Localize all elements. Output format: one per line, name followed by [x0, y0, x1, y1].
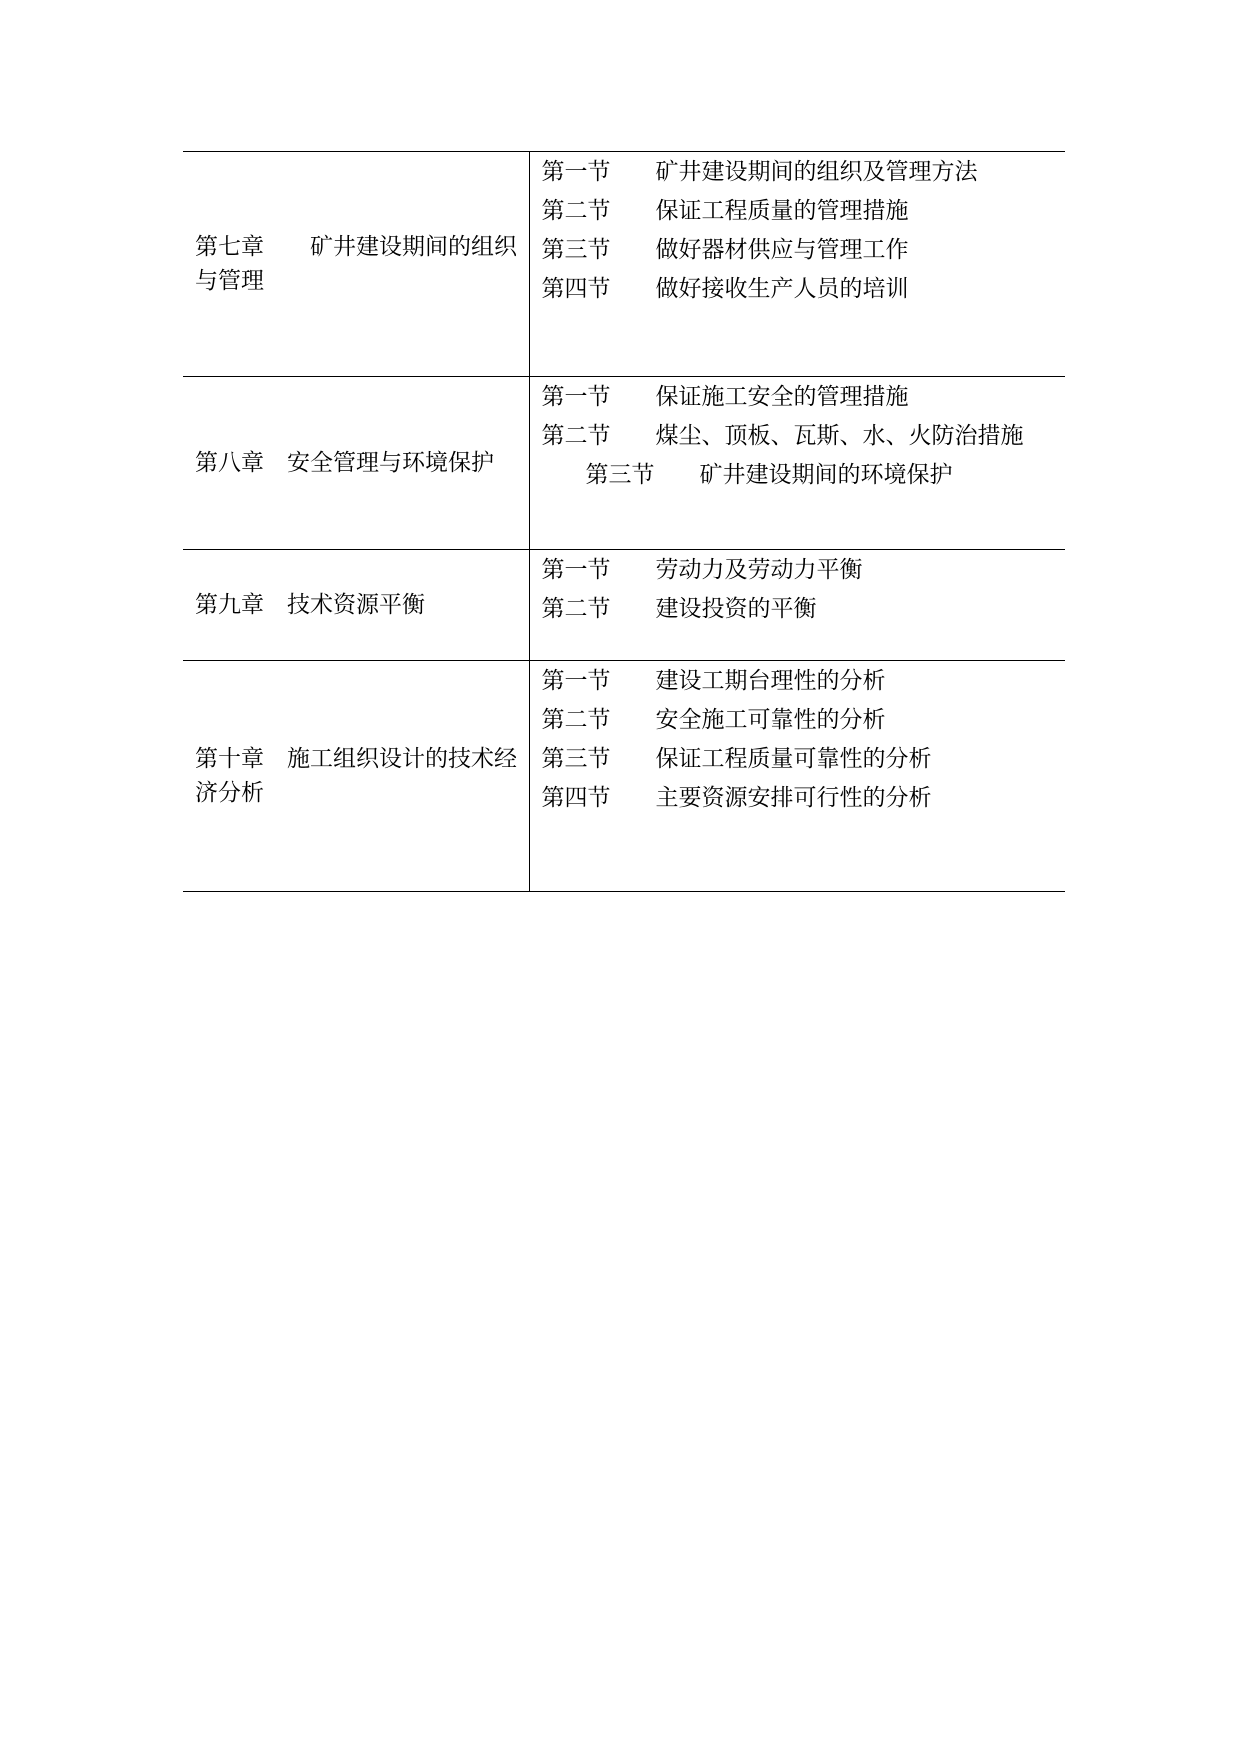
chapter-title: 施工组织设计的技术经济分析	[195, 746, 517, 806]
section-title: 主要资源安排可行性的分析	[655, 785, 932, 811]
section-line	[542, 417, 1066, 456]
chapter-heading	[195, 588, 521, 622]
section-number: 第一节	[541, 159, 611, 185]
section-number: 第二节	[541, 198, 611, 224]
chapter-row-10	[183, 661, 1065, 892]
sections-cell	[529, 152, 1065, 377]
chapter-cell	[183, 377, 529, 550]
section-line	[542, 701, 1066, 740]
chapter-heading	[195, 446, 521, 480]
chapter-row-8	[183, 377, 1065, 550]
table-of-contents	[183, 151, 1065, 892]
section-title: 做好器材供应与管理工作	[655, 237, 909, 263]
section-line	[542, 590, 1066, 629]
chapter-number: 第九章	[195, 592, 264, 618]
chapter-number: 第八章	[195, 450, 264, 476]
chapter-cell	[183, 550, 529, 661]
section-title: 保证工程质量的管理措施	[655, 198, 909, 224]
section-number: 第二节	[541, 596, 611, 622]
section-line	[542, 551, 1066, 590]
section-number: 第四节	[541, 785, 611, 811]
section-number: 第三节	[541, 237, 611, 263]
section-number: 第三节	[585, 462, 655, 488]
section-number: 第四节	[541, 276, 611, 302]
section-line	[542, 231, 1066, 270]
chapter-title: 安全管理与环境保护	[287, 450, 494, 476]
section-number: 第三节	[541, 746, 611, 772]
section-line	[542, 192, 1066, 231]
section-line	[542, 779, 1066, 818]
section-number: 第一节	[541, 668, 611, 694]
section-line	[542, 153, 1066, 192]
section-line	[542, 740, 1066, 779]
section-title: 建设工期台理性的分析	[655, 668, 886, 694]
chapter-title: 技术资源平衡	[287, 592, 425, 618]
chapter-number: 第七章	[195, 234, 264, 260]
sections-cell	[529, 550, 1065, 661]
section-title: 矿井建设期间的环境保护	[699, 462, 953, 488]
section-line	[542, 270, 1066, 309]
section-title: 保证施工安全的管理措施	[655, 384, 909, 410]
chapter-heading	[195, 742, 521, 810]
section-line	[542, 456, 1066, 495]
section-number: 第一节	[541, 557, 611, 583]
section-title: 煤尘、顶板、瓦斯、水、火防治措施	[655, 423, 1024, 449]
sections-cell	[529, 661, 1065, 892]
section-number: 第一节	[541, 384, 611, 410]
section-title: 做好接收生产人员的培训	[655, 276, 909, 302]
chapter-heading	[195, 230, 521, 298]
section-line	[542, 662, 1066, 701]
chapter-cell	[183, 661, 529, 892]
section-number: 第二节	[541, 423, 611, 449]
chapter-cell	[183, 152, 529, 377]
sections-cell	[529, 377, 1065, 550]
chapter-number: 第十章	[195, 746, 264, 772]
chapter-row-9	[183, 550, 1065, 661]
section-number: 第二节	[541, 707, 611, 733]
section-title: 建设投资的平衡	[655, 596, 817, 622]
section-title: 安全施工可靠性的分析	[655, 707, 886, 733]
section-line	[542, 378, 1066, 417]
chapter-row-7	[183, 152, 1065, 377]
chapter-title: 矿井建设期间的组织与管理	[195, 234, 517, 294]
section-title: 劳动力及劳动力平衡	[655, 557, 863, 583]
section-title: 矿井建设期间的组织及管理方法	[655, 159, 978, 185]
section-title: 保证工程质量可靠性的分析	[655, 746, 932, 772]
